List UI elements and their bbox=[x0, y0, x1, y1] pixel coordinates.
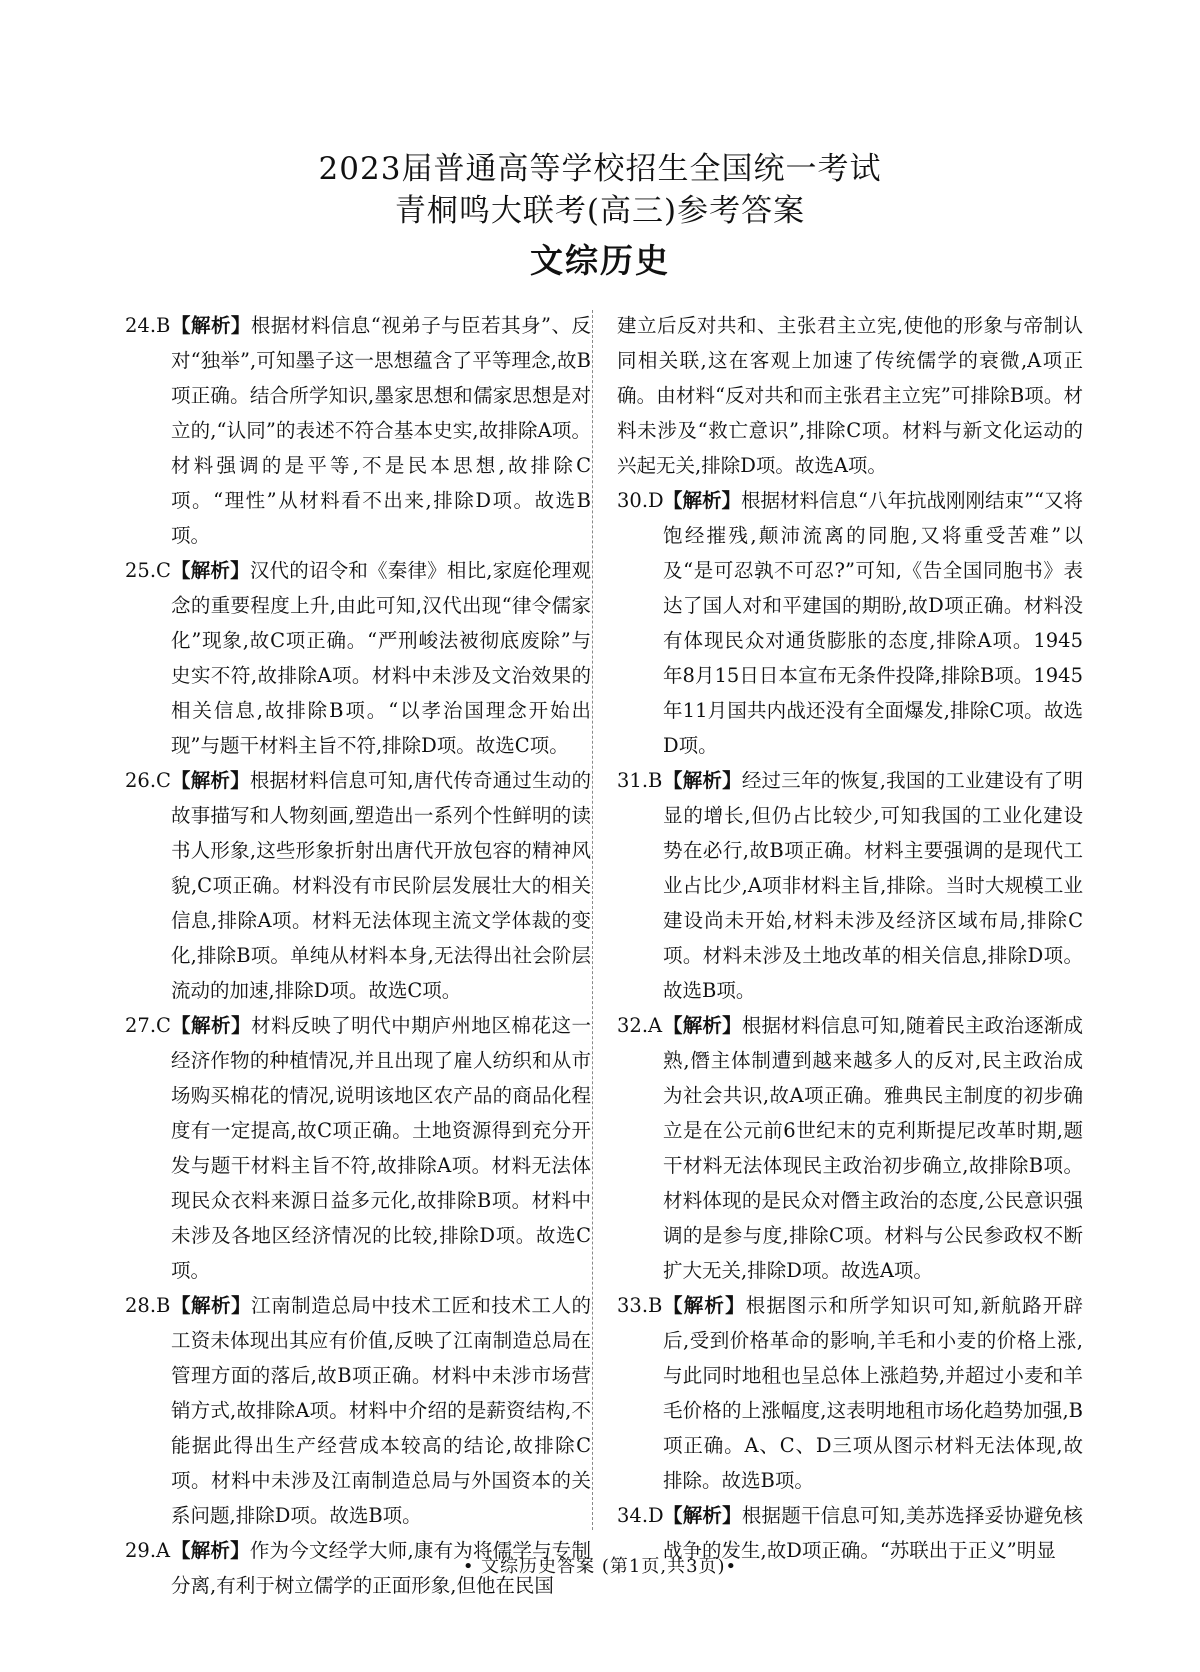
analysis-tag: 【解析】 bbox=[663, 1014, 742, 1037]
right-column bbox=[617, 308, 1083, 1568]
analysis-text: 材料反映了明代中期庐州地区棉花这一经济作物的种植情况,并且出现了雇人纺织和从市场购买棉花的情况,说明该地区农产品的商品化程度有一定提高,故C项正确。土地资源得到充分开发与题干材料主旨不符,故排除A项。材料无法体现民众衣料来源日益多元化,故排除B项。材料中未涉及各地区经济情况的比较,排除D项。故选C项。 bbox=[171, 1014, 591, 1282]
exam-title: 2023届普通高等学校招生全国统一考试 bbox=[318, 151, 882, 187]
question-number: 30.D bbox=[617, 489, 664, 512]
subject-title: 文综历史 bbox=[530, 241, 670, 280]
answer-entry bbox=[617, 483, 1083, 763]
question-number: 34.D bbox=[617, 1504, 664, 1527]
analysis-text: 作为今文经学大师,康有为将儒学与专制分离,有利于树立儒学的正面形象,但他在民国 bbox=[171, 1539, 591, 1597]
analysis-tag: 【解析】 bbox=[171, 1539, 250, 1562]
analysis-text: 根据材料信息可知,唐代传奇通过生动的故事描写和人物刻画,塑造出一系列个性鲜明的读书人形象,这些形象折射出唐代开放包容的精神风貌,C项正确。材料没有市民阶层发展壮大的相关信息,排除A项。材料无法体现主流文学体裁的变化,排除B项。单纯从材料本身,无法得出社会阶层流动的加速,排除D项。故选C项。 bbox=[171, 769, 591, 1002]
question-number: 26.C bbox=[125, 769, 171, 792]
analysis-text: 根据图示和所学知识可知,新航路开辟后,受到价格革命的影响,羊毛和小麦的价格上涨,与此同时地租也呈总体上涨趋势,并超过小麦和羊毛价格的上涨幅度,这表明地租市场化趋势加强,B项正确。A、C、D三项从图示材料无法体现,故排除。故选B项。 bbox=[663, 1294, 1083, 1492]
analysis-tag: 【解析】 bbox=[663, 489, 742, 512]
analysis-text: 根据材料信息可知,随着民主政治逐渐成熟,僭主体制遭到越来越多人的反对,民主政治成为社会共识,故A项正确。雅典民主制度的初步确立是在公元前6世纪末的克利斯提尼改革时期,题干材料无法体现民主政治初步确立,故排除B项。材料体现的是民众对僭主政治的态度,公民意识强调的是参与度,排除C项。材料与公民参政权不断扩大无关,排除D项。故选A项。 bbox=[663, 1014, 1083, 1282]
analysis-tag: 【解析】 bbox=[663, 1504, 742, 1527]
answer-entry bbox=[125, 553, 591, 763]
analysis-tag: 【解析】 bbox=[171, 1014, 252, 1037]
question-number: 24.B bbox=[125, 314, 171, 337]
answer-entry-continued bbox=[617, 308, 1083, 483]
question-number: 27.C bbox=[125, 1014, 171, 1037]
answer-entry bbox=[125, 763, 591, 1008]
question-number: 31.B bbox=[617, 769, 663, 792]
analysis-text: 经过三年的恢复,我国的工业建设有了明显的增长,但仍占比较少,可知我国的工业化建设势在必行,故B项正确。材料主要强调的是现代工业占比少,A项非材料主旨,排除。当时大规模工业建设尚未开始,材料未涉及经济区域布局,排除C项。材料未涉及土地改革的相关信息,排除D项。故选B项。 bbox=[663, 769, 1083, 1002]
analysis-tag: 【解析】 bbox=[171, 559, 250, 582]
exam-subtitle: 青桐鸣大联考(高三)参考答案 bbox=[394, 193, 806, 229]
analysis-tag: 【解析】 bbox=[171, 769, 250, 792]
question-number: 33.B bbox=[617, 1294, 663, 1317]
analysis-tag: 【解析】 bbox=[171, 1294, 252, 1317]
analysis-text: 建立后反对共和、主张君主立宪,使他的形象与帝制认同相关联,这在客观上加速了传统儒学的衰微,A项正确。由材料“反对共和而主张君主立宪”可排除B项。材料未涉及“救亡意识”,排除C项。材料与新文化运动的兴起无关,排除D项。故选A项。 bbox=[617, 314, 1083, 477]
analysis-tag: 【解析】 bbox=[663, 1294, 746, 1317]
analysis-tag: 【解析】 bbox=[663, 769, 742, 792]
answer-entry bbox=[617, 763, 1083, 1008]
header bbox=[0, 148, 1200, 284]
analysis-text: 江南制造总局中技术工匠和技术工人的工资未体现出其应有价值,反映了江南制造总局在管理方面的落后,故B项正确。材料中未涉市场营销方式,故排除A项。材料中介绍的是薪资结构,不能据此得出生产经营成本较高的结论,故排除C项。材料中未涉及江南制造总局与外国资本的关系问题,排除D项。故选B项。 bbox=[171, 1294, 591, 1527]
page-footer: • 文综历史答案 (第1页,共3页)• bbox=[462, 1556, 738, 1577]
question-number: 32.A bbox=[617, 1014, 663, 1037]
answer-entry bbox=[617, 1288, 1083, 1498]
question-number: 25.C bbox=[125, 559, 171, 582]
analysis-text: 根据题干信息可知,美苏选择妥协避免核战争的发生,故D项正确。“苏联出于正义”明显 bbox=[663, 1504, 1083, 1562]
analysis-text: 汉代的诏令和《秦律》相比,家庭伦理观念的重要程度上升,由此可知,汉代出现“律令儒家化”现象,故C项正确。“严刑峻法被彻底废除”与史实不符,故排除A项。材料中未涉及文治效果的相关信息,故排除B项。“以孝治国理念开始出现”与题干材料主旨不符,排除D项。故选C项。 bbox=[171, 559, 591, 757]
answer-entry bbox=[125, 1008, 591, 1288]
column-divider bbox=[592, 310, 593, 1530]
question-number: 28.B bbox=[125, 1294, 171, 1317]
question-number: 29.A bbox=[125, 1539, 171, 1562]
answer-entry bbox=[125, 308, 591, 553]
answer-entry bbox=[125, 1288, 591, 1533]
analysis-tag: 【解析】 bbox=[171, 314, 251, 337]
analysis-text: 根据材料信息“八年抗战刚刚结束”“又将饱经摧残,颠沛流离的同胞,又将重受苦难”以及“是可忍孰不可忍?”可知,《告全国同胞书》表达了国人对和平建国的期盼,故D项正确。材料没有体现民众对通货膨胀的态度,排除A项。1945年8月15日日本宣布无条件投降,排除B项。1945年11月国共内战还没有全面爆发,排除C项。故选D项。 bbox=[663, 489, 1083, 757]
answer-entry bbox=[617, 1008, 1083, 1288]
left-column bbox=[125, 308, 591, 1603]
analysis-text: 根据材料信息“视弟子与臣若其身”、反对“独举”,可知墨子这一思想蕴含了平等理念,故B项正确。结合所学知识,墨家思想和儒家思想是对立的,“认同”的表述不符合基本史实,故排除A项。材料强调的是平等,不是民本思想,故排除C项。“理性”从材料看不出来,排除D项。故选B项。 bbox=[171, 314, 591, 547]
